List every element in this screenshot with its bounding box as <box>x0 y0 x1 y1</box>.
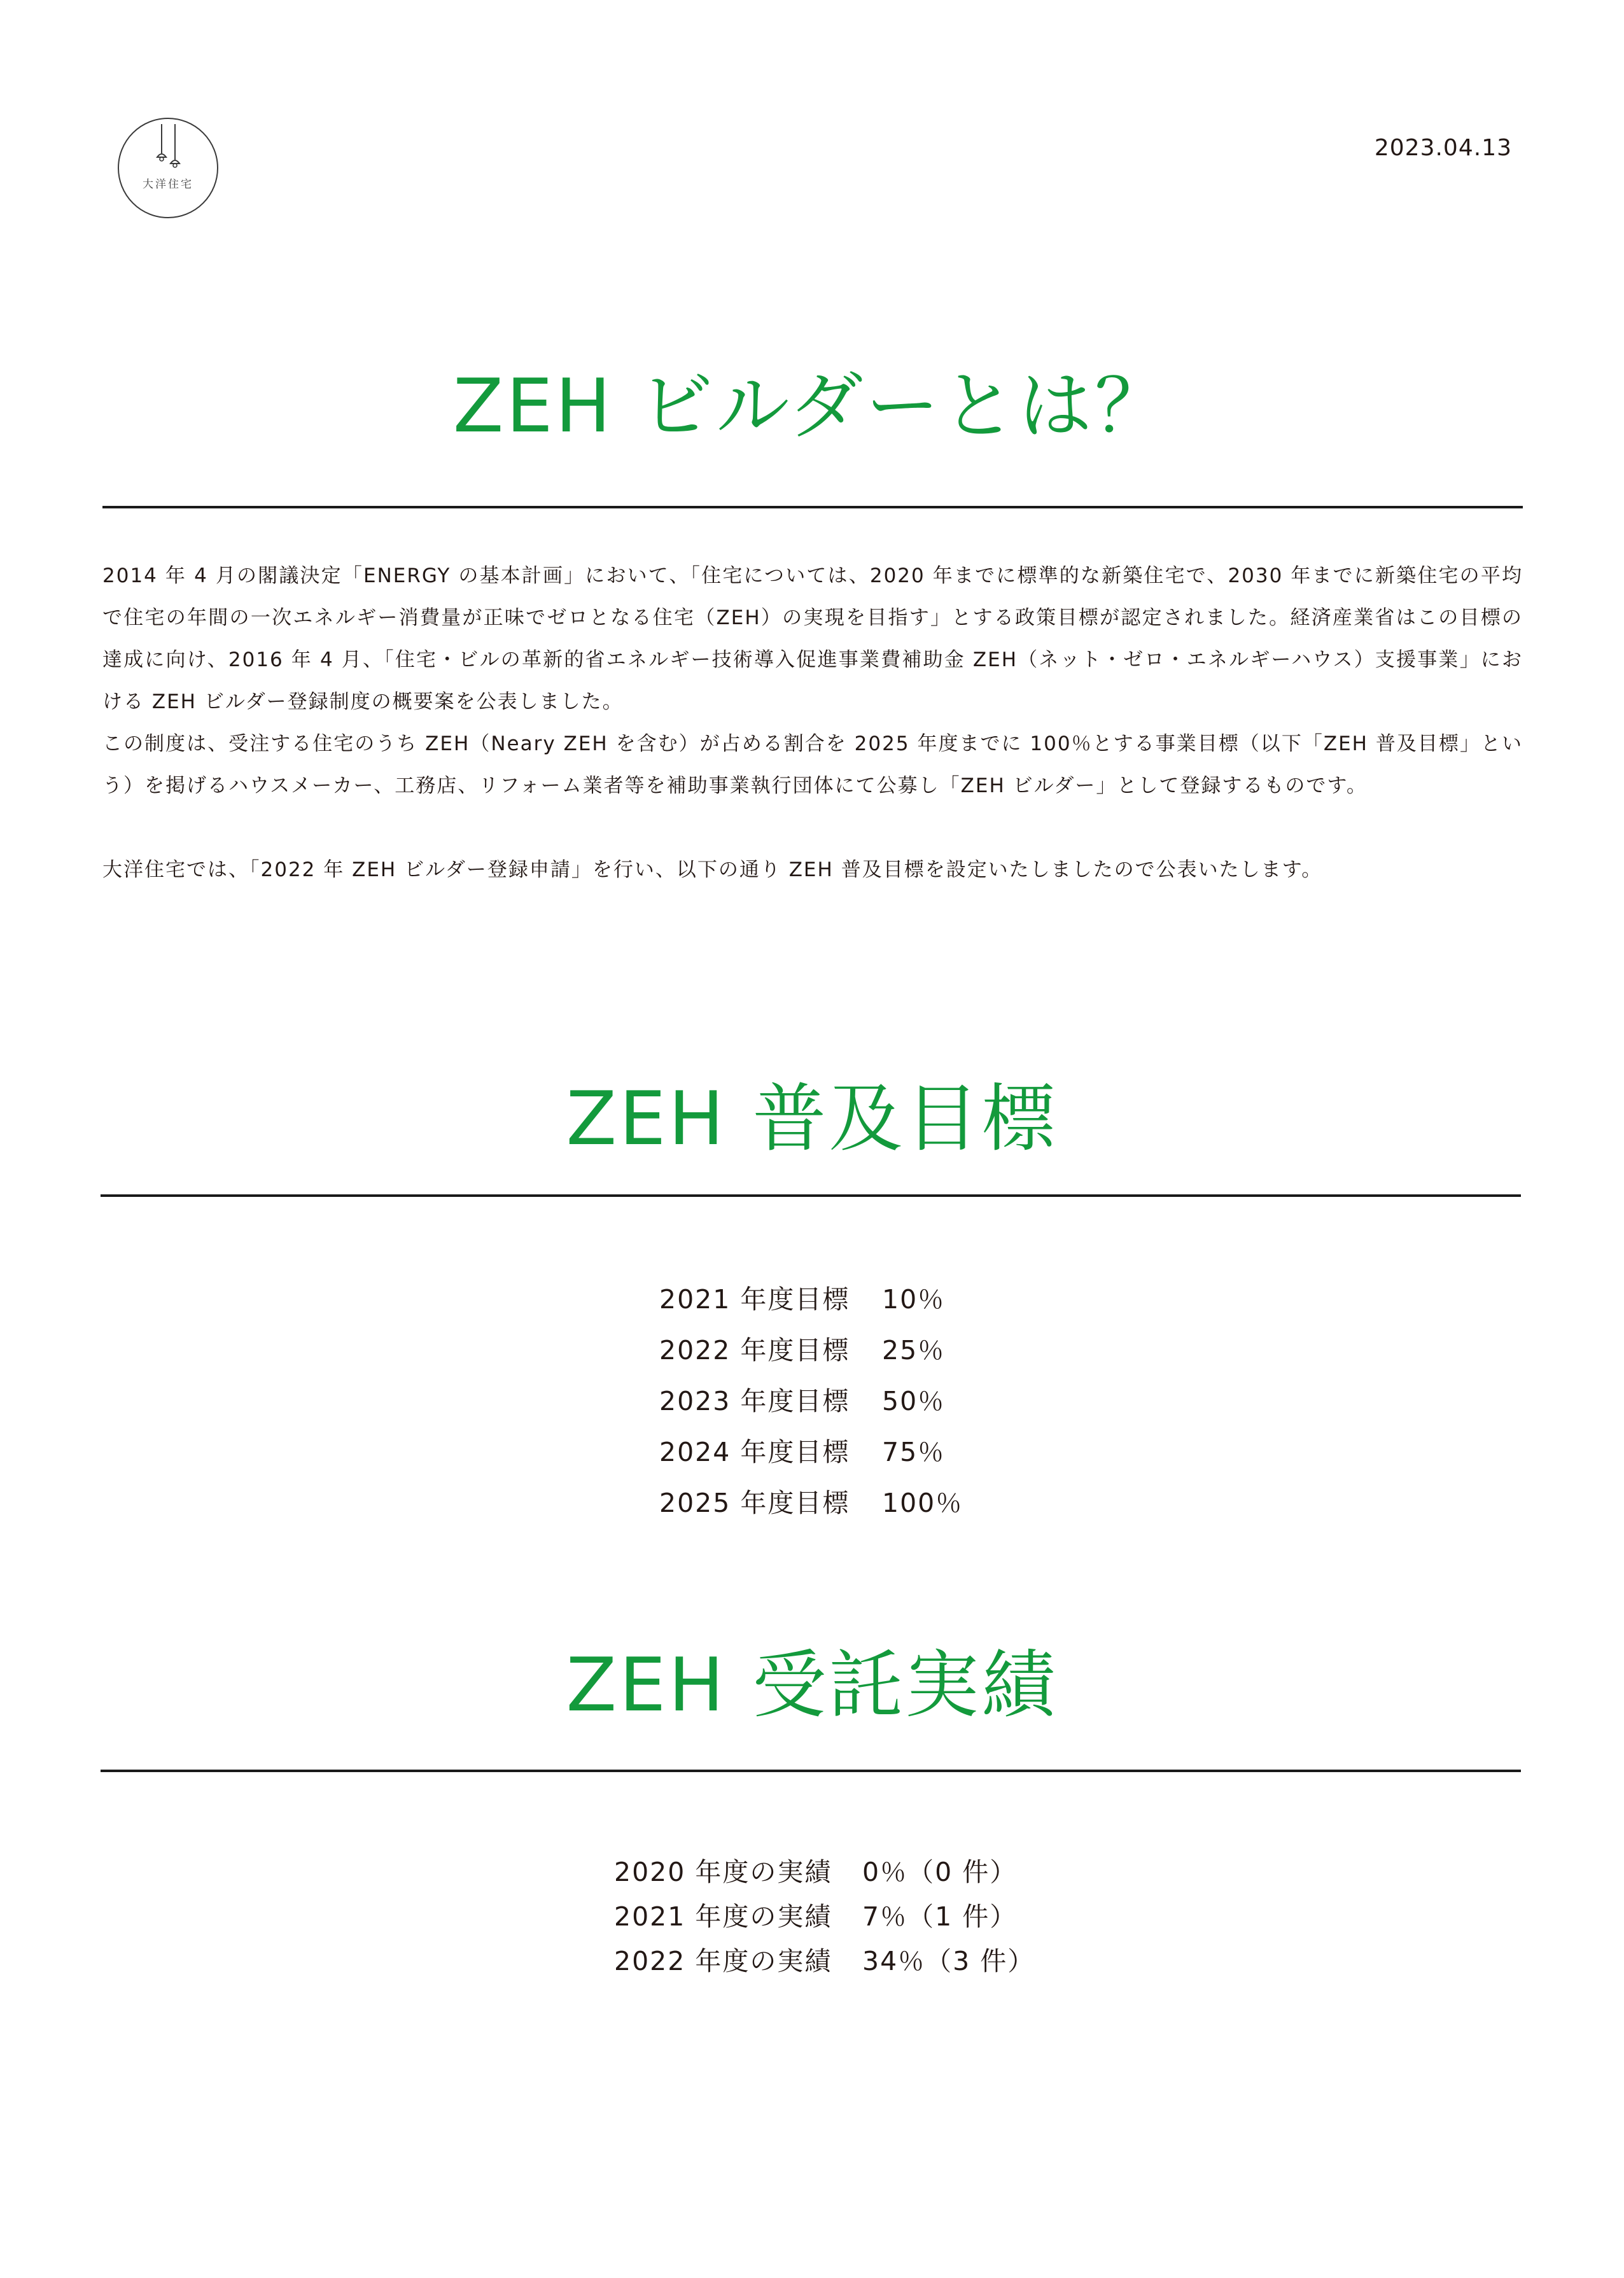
company-logo <box>118 118 218 218</box>
list-item <box>614 1936 1035 1981</box>
list-item <box>659 1271 963 1322</box>
result-year-label: 2020 年度の実績 <box>614 1856 832 1887</box>
logo-text: 大洋住宅 <box>143 178 193 191</box>
result-year-label: 2021 年度の実績 <box>614 1901 832 1932</box>
intro-paragraph: 大洋住宅では、「2022 年 ZEH ビルダー登録申請」を行い、以下の通り ZEH 普及目標を設定いたしましたので公表いたします。 <box>102 858 1323 881</box>
list-item <box>659 1322 963 1373</box>
section-title-zeh-targets: ZEH 普及目標 <box>566 1076 1058 1162</box>
intro-paragraph: 2014 年 4 月の閣議決定「ENERGY の基本計画」において、「住宅については、2020 年までに標準的な新築住宅で、2030 年までに新築住宅の平均で住宅の年間の一次エネルギー消費量が正味でゼロとなる住宅（ZEH）の実現を目指す」とする政策目標が認定されました。経済産業省はこの目標の達成に向け、2016 年 4 月、「住宅・ビルの革新的省エネルギー技術導入促進事業費補助金 ZEH（ネット・ゼロ・エネルギーハウス）支援事業」における ZEH ビルダー登録制度の概要案を公表しました。 <box>102 564 1523 713</box>
target-year-label: 2025 年度目標 <box>659 1487 850 1518</box>
result-value: 0％（0 件） <box>862 1856 1018 1887</box>
results-list <box>614 1847 1035 1981</box>
result-value: 34％（3 件） <box>862 1945 1035 1976</box>
list-item <box>659 1373 963 1424</box>
target-year-label: 2024 年度目標 <box>659 1436 850 1467</box>
hanging-lamps-icon <box>151 124 186 172</box>
target-value: 100％ <box>882 1487 963 1518</box>
section-divider <box>101 1194 1521 1197</box>
section-divider <box>102 506 1523 508</box>
intro-text <box>102 555 1523 891</box>
target-value: 50％ <box>882 1385 946 1416</box>
section-divider <box>101 1770 1521 1772</box>
section-title-zeh-builder: ZEH ビルダーとは？ <box>452 363 1172 449</box>
target-year-label: 2021 年度目標 <box>659 1283 850 1315</box>
result-value: 7％（1 件） <box>862 1901 1018 1932</box>
list-item <box>614 1892 1035 1936</box>
list-item <box>614 1847 1035 1892</box>
target-year-label: 2022 年度目標 <box>659 1334 850 1366</box>
target-list <box>659 1271 963 1526</box>
target-value: 10％ <box>882 1283 946 1315</box>
section-title-zeh-results: ZEH 受託実績 <box>566 1642 1058 1728</box>
target-value: 75％ <box>882 1436 946 1467</box>
target-year-label: 2023 年度目標 <box>659 1385 850 1416</box>
intro-paragraph: この制度は、受注する住宅のうち ZEH（Neary ZEH を含む）が占める割合を 2025 年度までに 100％とする事業目標（以下「ZEH 普及目標」という）を掲げるハウスメーカー、工務店、リフォーム業者等を補助事業執行団体にて公募し「ZEH ビルダー」として登録するものです。 <box>102 732 1523 797</box>
target-value: 25％ <box>882 1334 946 1366</box>
list-item <box>659 1475 963 1526</box>
list-item <box>659 1424 963 1475</box>
document-date: 2023.04.13 <box>1374 135 1512 161</box>
result-year-label: 2022 年度の実績 <box>614 1945 832 1976</box>
